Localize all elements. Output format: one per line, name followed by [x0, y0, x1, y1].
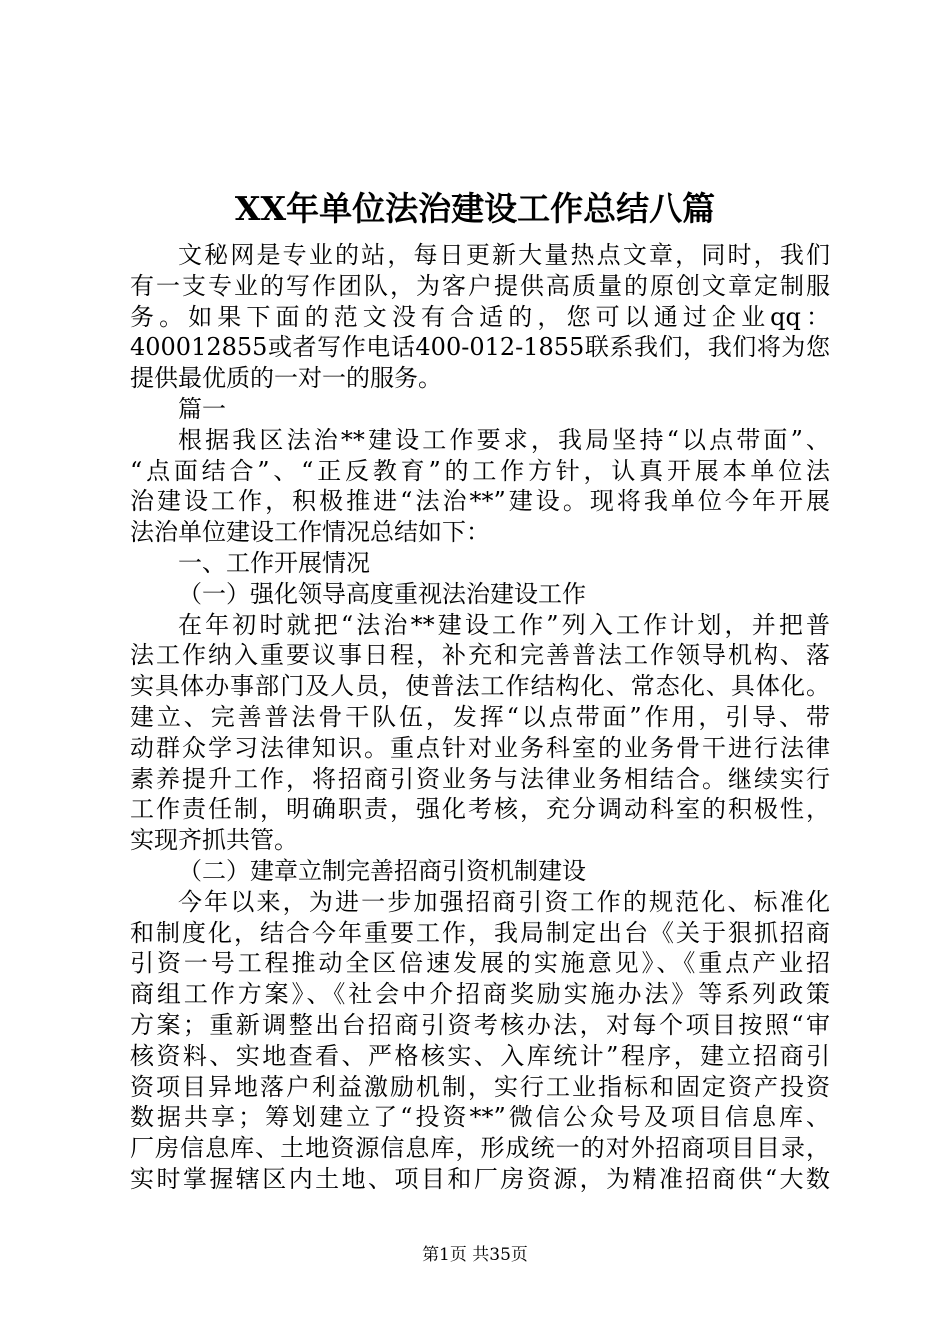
body-line: 动群众学习法律知识。重点针对业务科室的业务骨干进行法律: [130, 734, 830, 762]
body-line: 实现齐抓共管。: [130, 826, 298, 854]
body-line: 根据我区法治**建设工作要求，我局坚持“以点带面”、: [178, 426, 830, 454]
body-line: 治建设工作，积极推进“法治**”建设。现将我单位今年开展: [130, 487, 830, 515]
body-line: 务。如果下面的范文没有合适的，您可以通过企业qq：: [130, 303, 830, 331]
body-line: 实具体办事部门及人员，使普法工作结构化、常态化、具体化。: [130, 672, 830, 700]
body-line: 和制度化，结合今年重要工作，我局制定出台《关于狠抓招商: [130, 919, 830, 947]
body-line: 有一支专业的写作团队，为客户提供高质量的原创文章定制服: [130, 272, 830, 300]
body-line: 建立、完善普法骨干队伍，发挥“以点带面”作用，引导、带: [130, 703, 830, 731]
body-line: 法工作纳入重要议事日程，补充和完善普法工作领导机构、落: [130, 641, 830, 669]
body-line: 实时掌握辖区内土地、项目和厂房资源，为精准招商供“大数: [130, 1165, 830, 1193]
body-line: 400012855或者写作电话400-012-1855联系我们，我们将为您: [130, 333, 830, 361]
body-line: 法治单位建设工作情况总结如下：: [130, 518, 490, 546]
body-line: 在年初时就把“法治**建设工作”列入工作计划，并把普: [178, 611, 830, 639]
body-line: 数据共享；筹划建立了“投资**”微信公众号及项目信息库、: [130, 1103, 830, 1131]
body-line: 篇一: [178, 395, 226, 423]
body-line: 厂房信息库、土地资源信息库，形成统一的对外招商项目目录，: [130, 1134, 830, 1162]
body-line: 引资一号工程推动全区倍速发展的实施意见》、《重点产业招: [130, 949, 830, 977]
document-title: XX年单位法治建设工作总结八篇: [234, 189, 716, 228]
body-line: “点面结合”、“正反教育”的工作方针，认真开展本单位法: [130, 457, 830, 485]
body-line: 工作责任制，明确职责，强化考核，充分调动科室的积极性，: [130, 795, 830, 823]
body-line: 素养提升工作，将招商引资业务与法律业务相结合。继续实行: [130, 765, 830, 793]
body-line: （二）建章立制完善招商引资机制建设: [178, 857, 586, 885]
body-line: （一）强化领导高度重视法治建设工作: [178, 580, 586, 608]
body-line: 方案；重新调整出台招商引资考核办法，对每个项目按照“审: [130, 1011, 830, 1039]
page-footer: 第1页 共35页: [422, 1245, 528, 1265]
body-line: 文秘网是专业的站，每日更新大量热点文章，同时，我们: [178, 241, 830, 269]
body-line: 商组工作方案》、《社会中介招商奖励实施办法》等系列政策: [130, 980, 830, 1008]
body-line: 资项目异地落户利益激励机制，实行工业指标和固定资产投资: [130, 1073, 830, 1101]
body-line: 一、工作开展情况: [178, 549, 370, 577]
body-line: 今年以来，为进一步加强招商引资工作的规范化、标准化: [178, 888, 830, 916]
body-line: 提供最优质的一对一的服务。: [130, 364, 442, 392]
body-line: 核资料、实地查看、严格核实、入库统计”程序，建立招商引: [130, 1042, 830, 1070]
